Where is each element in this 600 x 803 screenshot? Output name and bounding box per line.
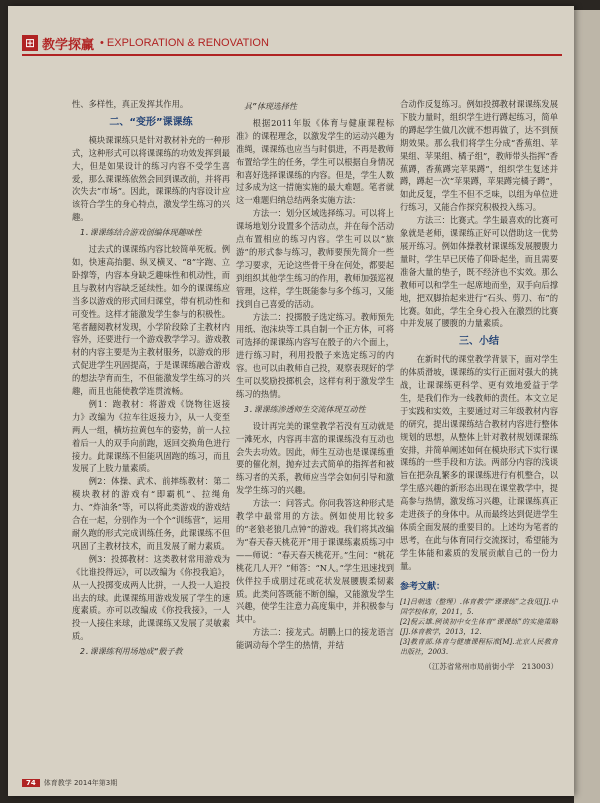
section-title: 教学探赢 (42, 37, 95, 53)
subsection-heading: 具”体现选择性 (244, 102, 297, 111)
paragraph: 在新时代的课堂教学背景下，面对学生的体质滑坡，课课练的实行正面对强大的挑战，让课课练更科学、更有效地爱益于学生，是我们作为一线教师的责任。本文立足于实践和实效，主要通过对三年级教材内容的研究，提出课课练结合教材内容进行整体规划的思想，从整体上针对教材规划课课练安排，并简单阐述如何在模块形式下实行课课练的一些手段和方法。两部分内容的浅谈旨在把杂乱繁多的课课练进行有机整合，以学生感兴趣的新形态出现在课堂教学中，提高参与热情，激发练习兴趣，让课课练真正走进孩子的身体中。从而最终达到促进学生体质全面发展的重要目的。上述均为笔者的思考，在此与体育同行交流探讨，希望能为学生体能和素质的发展贡献自己的一份力量。 (400, 354, 558, 571)
paragraph: 方法三：比赛式。学生最喜欢的比赛可象就是老师，课课练正好可以借助这一优势展开练习。例如体操教材课课练发展腰腹力量时，学生早已厌倦了仰卧起坐，而且需要准备大量的垫子，既不经济也不实效。那么教师可以和学生一起席地而坐，双手向后撑地，把双脚抬起来进行“石头、剪刀、布”的比赛。如此，学生全身心投入在激烈的比赛中并发展了腰腹的力量素质。 (400, 215, 558, 329)
page-footer (22, 776, 322, 790)
paragraph: 方法二：接龙式。胡鹏上口的接龙语言能调动每个学生的热情，并结 (236, 627, 394, 651)
page-number: 74 (22, 779, 40, 787)
journal-name: 体育教学 2014年第3期 (43, 779, 118, 787)
paragraph: 方法一：划分区域选择练习。可以将上课场地划分设置多个活动点，并在每个活动点布置相应的练习内容。学生可以以“旅游”的形式参与练习，教师要预先简介一些学习要求，无论这些骨干身在何处，都要起到组织其他学生练习的作用，教师加强巡视管理，这样，学生既能参与多个练习，又能找到自己喜爱的活动。 (236, 208, 394, 309)
paragraph: 例2：体操、武术、前摔练教材：第二模块教材的游戏有“即霸机”、拉绳角力、“炸油条”等，可以将此类游戏的游戏结合在一起，分别作为一个个“训练营”，运用耐久跑的形式完成训练任务，此课课练不但巩固了主教材技术，而且发展了耐力素质。 (72, 476, 230, 551)
reference-item: [2]倪云雄.例谈初中女生体育“课课练”的实施策略[J].体育教学，2013，12. (400, 617, 558, 636)
reference-item: [3]教育部.体育与健康课程标准[M].北京人民教育出版社，2003. (400, 637, 558, 656)
paragraph: 性、多样性，真正发挥其作用。 (72, 99, 189, 109)
section-heading: 三、小结 (459, 336, 499, 348)
subsection-heading: 3.课课练渗透师生交流体现互动性 (244, 404, 366, 414)
text-column-3 (400, 98, 558, 748)
subsection-heading: 1.课课练结合游戏创编体现趣味性 (80, 228, 202, 238)
section-heading: 二、“变形”课课练 (109, 116, 193, 128)
paragraph: 设计再完美的课堂教学若没有互动就是一滩死水，内容再丰富的课课练没有互动也会失去功效。因此，师生互动也是课课练重要的催化剂，抛弃过去式简单的指挥者和被练习者的关系，教师应当学会如何引导和激发学生练习的兴趣。 (236, 420, 394, 496)
paragraph: 合动作反复练习。例如投掷教材课课练发展下肢力量时，组织学生进行蹲起练习，简单的蹲起学生做几次就不想再做了，达不到预期效果。那么我们将学生分成“香蕉组、苹果组、苹果组、橘子组”，教师带头指挥“香蕉蹲，香蕉蹲完苹果蹲”，组织学生复述并蹲，蹲起一次“苹果蹲，苹果蹲完橘子蹲”，如此反复，学生不但不乏味，以组为单位进行练习，又能合作探究积极投入练习。 (400, 99, 558, 213)
text-column-1 (72, 98, 230, 748)
paragraph: 方法二：投掷骰子选定练习。教师预先用纸、泡沫块等工具自制一个正方体，可将可选择的课课练内容写在骰子的六个面上，进行练习时，利用投骰子来选定练习的内容。也可以由教师自己投，观察表现好的学生可以奖励投掷机会，这样有利于激发学生练习的热情。 (236, 311, 394, 399)
paragraph: 例3：投掷教材：这类教材常用游戏为《比谁投得远》，可以改编为《你投我追》，从一人投掷变成两人比拼，一人投一人追投出去的球。此课课练用游戏发展了学生的速度素质。亦可以改编成《你投我接》，一人投一人接住来球，此课课练又发展了灵敏素质。 (72, 553, 230, 642)
section-logo-icon: ⊞ (22, 35, 38, 51)
paragraph: 根据2011年版《体育与健康课程标准》的课程理念，以激发学生的运动兴趣为准绳，课课练也应当与时俱进，不再是教师布置给学生的任务，学生可以根据自身情况和喜好选择课课练的内容。但是，学生人数过多成为这一措施实施的最大难题。笔者就这一难题归纳总结两条实施方法： (236, 117, 394, 206)
adjacent-page-edge (574, 10, 600, 803)
reference-item: [1]吕朝选（整理）.体育教学“课课练”之我见[J].中国学校体育，2011，5. (400, 597, 558, 616)
references-heading: 参考文献： (400, 581, 446, 592)
paragraph: 过去式的课课练内容比较简单死板。例如，快速高抬腿、纵叉横叉、“8”字跑、立卧撑等，内容本身缺乏趣味性和机动性，而且与教材内容缺乏延续性。如今的课课练应当多以游戏的形式回归课堂，带有机动性和可变性。这样才能激发学生参与的积极性。笔者翻阅教材发现，小学阶段除了主教材内容外，还要进行一个游戏教学学习。游戏教材的内容主要是为主教材服务，以游戏的形式促进学生巩固提高，于是课课练融合游戏的想法孕育而生，不但能激发学生练习的兴趣，而且也能使教学连贯流畅。 (72, 244, 230, 397)
subsection-heading: 2.课课练利用场地成“骰子教 (80, 647, 183, 657)
paragraph: 例1：跑教材：将游戏《饶物往返接力》改编为《拉车往返接力》，从一人变至两人一组，横坊拉黄包车的姿势，前一人拉着后一人的双手向前跑，返回交换角色进行接力。此课课练不但能巩固跑的练习，而且发展了上肢力量素质。 (72, 398, 230, 474)
text-column-2 (236, 98, 394, 748)
paragraph: 方法一：问答式。你问我答这种形式是教学中最常用的方法。例如使用比较多的“老狼老狼几点钟”的游戏。我们将其改编为“春天春天桃花开”用于课课练素质练习中——师说：“春天春天桃花开。”生问：“桃花桃花几人开？”师答：“N人。”学生迅速找到伙伴拉手成朋过花或花状发展腰腹柔韧素质。此类问答既能不断创编，又能激发学生兴趣，使学生注意力高度集中，并积极参与其中。 (236, 498, 394, 625)
paragraph: 模块课课练只是针对教材补充的一种形式，这种形式可以将课课练的功效发挥到最大，但是如果设计的练习内容不受学生喜爱，那么课课练依然会回到课改前，并将再次失去“市场”。因此，课课练的内容设计应该符合学生的身心特点，激发学生练习的兴趣。 (72, 134, 230, 223)
magazine-page (8, 6, 574, 796)
section-header (22, 32, 562, 56)
section-subtitle: • EXPLORATION & RENOVATION (100, 37, 269, 49)
author-affiliation: （江苏省常州市局前街小学 213003） (424, 661, 558, 671)
